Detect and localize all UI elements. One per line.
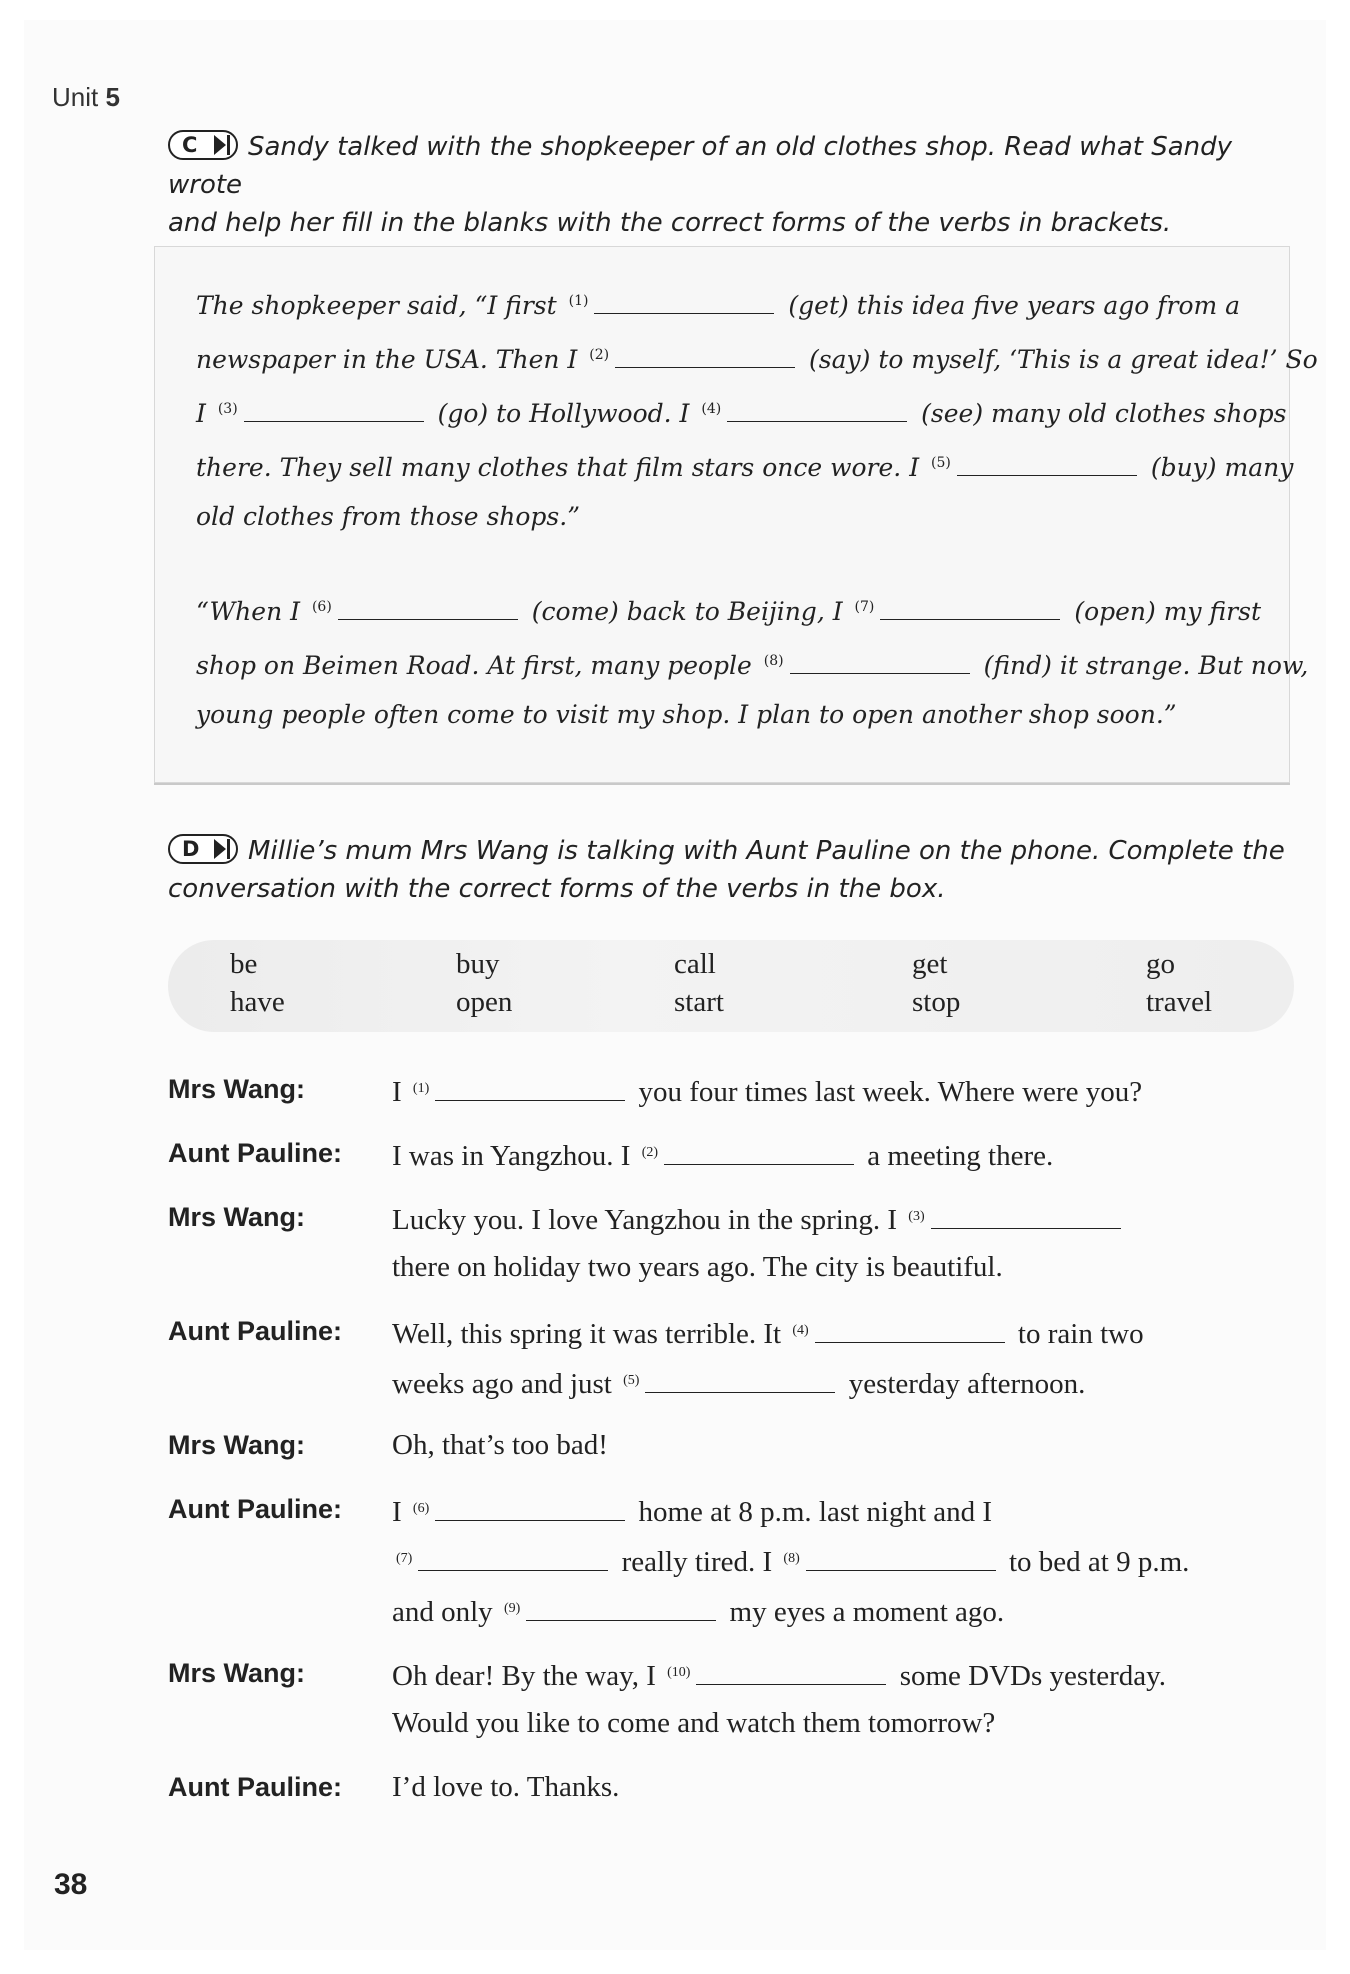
text-segment: shop on Beimen Road. At first, many people (196, 651, 760, 680)
text-segment: and only (392, 1596, 500, 1628)
text-segment: I was in Yangzhou. I (392, 1140, 638, 1172)
text-line (392, 1762, 1308, 1812)
unit-label: Unit (52, 82, 99, 112)
text-segment: I (392, 1496, 409, 1528)
answer-blank[interactable] (790, 654, 970, 674)
answer-blank[interactable] (418, 1549, 608, 1571)
text-segment: home at 8 p.m. last night and I (631, 1496, 993, 1528)
section-d-instruction-line1: Millie’s mum Mrs Wang is talking with Aunt Pauline on the phone. Complete the (248, 836, 1285, 866)
blank-number: (5) (931, 455, 951, 471)
blank-number: (8) (763, 653, 784, 669)
section-c-badge (168, 130, 238, 160)
blank-number: (8) (783, 1551, 800, 1566)
text-segment: a meeting there. (860, 1140, 1054, 1172)
text-segment: you four times last week. Where were you? (631, 1076, 1143, 1108)
dialog-turn (168, 1192, 1308, 1292)
word-get: get (912, 948, 948, 980)
section-d-letter: D (182, 836, 200, 861)
blank-number: (6) (311, 599, 332, 615)
dialog-turn (168, 1648, 1308, 1748)
speaker-name: Aunt Pauline: (168, 1772, 342, 1802)
text-segment: Oh, that’s too bad! (392, 1429, 608, 1461)
answer-blank[interactable] (594, 294, 774, 314)
section-c-instruction-line2: and help her fill in the blanks with the correct forms of the verbs in brackets. (168, 208, 1172, 238)
dialog-turn (168, 1762, 1308, 1812)
speaker-name: Aunt Pauline: (168, 1138, 342, 1168)
blank-number: (4) (701, 401, 722, 417)
answer-blank[interactable] (435, 1079, 625, 1101)
text-segment: I’d love to. Thanks. (392, 1771, 620, 1803)
text-segment: some DVDs yesterday. (892, 1660, 1167, 1692)
text-line (392, 1420, 1308, 1470)
word-go: go (1146, 948, 1175, 980)
section-d-badge (168, 834, 238, 864)
speaker-name: Mrs Wang: (168, 1202, 305, 1232)
text-line (392, 1064, 1308, 1114)
speech-text (392, 1064, 1308, 1114)
text-line (392, 1584, 1308, 1634)
text-segment: (open) my first (1066, 597, 1262, 626)
word-stop: stop (912, 986, 961, 1018)
section-c-letter: C (182, 132, 198, 157)
dialog-turn (168, 1064, 1308, 1114)
blank-number: (5) (623, 1373, 640, 1388)
text-segment: to rain two (1010, 1318, 1144, 1350)
text-segment: there. They sell many clothes that film stars once wore. I (196, 453, 928, 482)
word-travel: travel (1146, 986, 1213, 1018)
text-line (196, 634, 1309, 688)
text-line (392, 1192, 1308, 1242)
text-segment: yesterday afternoon. (841, 1368, 1086, 1400)
text-segment: my eyes a moment ago. (722, 1596, 1005, 1628)
text-line (392, 1484, 1308, 1534)
blank-number: (2) (641, 1145, 659, 1160)
text-line (392, 1648, 1308, 1698)
text-line (196, 580, 1276, 634)
text-line (392, 1534, 1308, 1584)
unit-number: 5 (105, 82, 120, 112)
speaker-name: Mrs Wang: (168, 1658, 305, 1688)
blank-number: (3) (908, 1209, 925, 1224)
page-number: 38 (54, 1868, 88, 1901)
section-d-instruction-line2: conversation with the correct forms of the verbs in the box. (168, 874, 946, 904)
text-segment: to bed at 9 p.m. (1001, 1546, 1190, 1578)
speaker-name: Aunt Pauline: (168, 1494, 342, 1524)
blank-number: (9) (503, 1601, 521, 1616)
text-segment: really tired. I (614, 1546, 780, 1578)
speech-text (392, 1762, 1308, 1812)
answer-blank[interactable] (957, 456, 1137, 476)
text-segment: Would you like to come and watch them tomorrow? (392, 1707, 996, 1739)
speaker-name: Mrs Wang: (168, 1074, 305, 1104)
blank-number: (10) (667, 1665, 691, 1680)
shopkeeper-paragraph-2 (196, 580, 1309, 742)
answer-blank[interactable] (615, 348, 795, 368)
answer-blank[interactable] (806, 1549, 996, 1571)
section-d-instruction (168, 832, 1288, 908)
verb-word-box (168, 940, 1294, 1032)
text-segment: Oh dear! By the way, I (392, 1660, 664, 1692)
text-segment: (see) many old clothes shops (913, 399, 1287, 428)
text-line (392, 1306, 1308, 1356)
text-segment: (get) this idea five years ago from a (780, 291, 1241, 320)
shopkeeper-paragraph-1 (196, 274, 1318, 544)
play-icon (214, 135, 226, 155)
text-segment: I (196, 399, 214, 428)
speech-text (392, 1192, 1308, 1292)
text-segment: The shopkeeper said, “I first (196, 291, 565, 320)
text-line (196, 688, 1276, 742)
word-start: start (674, 986, 724, 1018)
answer-blank[interactable] (880, 600, 1060, 620)
text-line (196, 274, 1276, 328)
dialog-turn (168, 1484, 1308, 1634)
text-segment: (come) back to Beijing, I (523, 597, 851, 626)
play-icon-bar (227, 839, 230, 859)
word-be: be (230, 948, 258, 980)
text-segment: I (392, 1076, 409, 1108)
answer-blank[interactable] (727, 402, 907, 422)
text-segment: “When I (196, 597, 308, 626)
unit-header (52, 82, 120, 113)
text-segment: old clothes from those shops.” (196, 502, 580, 531)
section-c-instruction-line1: Sandy talked with the shopkeeper of an old clothes shop. Read what Sandy wrote (168, 132, 1233, 200)
text-line (392, 1242, 1308, 1292)
speaker-name: Aunt Pauline: (168, 1316, 342, 1346)
phone-conversation (168, 1064, 1308, 1826)
blank-number: (1) (412, 1081, 430, 1096)
text-line (392, 1698, 1308, 1748)
word-buy: buy (456, 948, 500, 980)
play-icon (214, 839, 226, 859)
blank-number: (2) (589, 347, 610, 363)
blank-number: (4) (792, 1323, 809, 1338)
word-have: have (230, 986, 285, 1018)
answer-blank[interactable] (338, 600, 518, 620)
blank-number: (3) (217, 401, 238, 417)
section-c-instruction (168, 128, 1288, 242)
text-segment: Well, this spring it was terrible. It (392, 1318, 789, 1350)
answer-blank[interactable] (931, 1207, 1121, 1229)
speech-text (392, 1420, 1308, 1470)
dialog-turn (168, 1128, 1308, 1178)
text-segment: newspaper in the USA. Then I (196, 345, 586, 374)
blank-number: (7) (854, 599, 875, 615)
dialog-turn (168, 1306, 1308, 1406)
speech-text (392, 1128, 1308, 1178)
text-line (392, 1128, 1308, 1178)
speaker-name: Mrs Wang: (168, 1430, 305, 1460)
dialog-turn (168, 1420, 1308, 1470)
answer-blank[interactable] (435, 1499, 625, 1521)
text-segment: weeks ago and just (392, 1368, 620, 1400)
text-line (196, 490, 1276, 544)
answer-blank[interactable] (664, 1143, 854, 1165)
play-icon-bar (227, 135, 230, 155)
answer-blank[interactable] (645, 1371, 835, 1393)
answer-blank[interactable] (815, 1321, 1005, 1343)
blank-number: (1) (568, 293, 589, 309)
text-segment: (go) to Hollywood. I (429, 399, 698, 428)
answer-blank[interactable] (244, 402, 424, 422)
text-segment: there on holiday two years ago. The city is beautiful. (392, 1251, 1003, 1283)
word-open: open (456, 986, 513, 1018)
text-segment: (find) it strange. But now, (975, 651, 1309, 680)
answer-blank[interactable] (526, 1599, 716, 1621)
text-segment: (buy) many (1142, 453, 1294, 482)
text-line (196, 436, 1294, 490)
speech-text (392, 1648, 1308, 1748)
text-line (196, 328, 1318, 382)
speech-text (392, 1484, 1308, 1634)
text-segment: young people often come to visit my shop. I plan to open another shop soon.” (196, 700, 1177, 729)
text-segment: Lucky you. I love Yangzhou in the spring. I (392, 1204, 905, 1236)
answer-blank[interactable] (696, 1663, 886, 1685)
text-segment: (say) to myself, ‘This is a great idea!’ So (801, 345, 1318, 374)
text-line (196, 382, 1287, 436)
word-call: call (674, 948, 716, 980)
blank-number: (6) (412, 1501, 430, 1516)
text-line (392, 1356, 1308, 1406)
speech-text (392, 1306, 1308, 1406)
blank-number: (7) (396, 1551, 413, 1566)
